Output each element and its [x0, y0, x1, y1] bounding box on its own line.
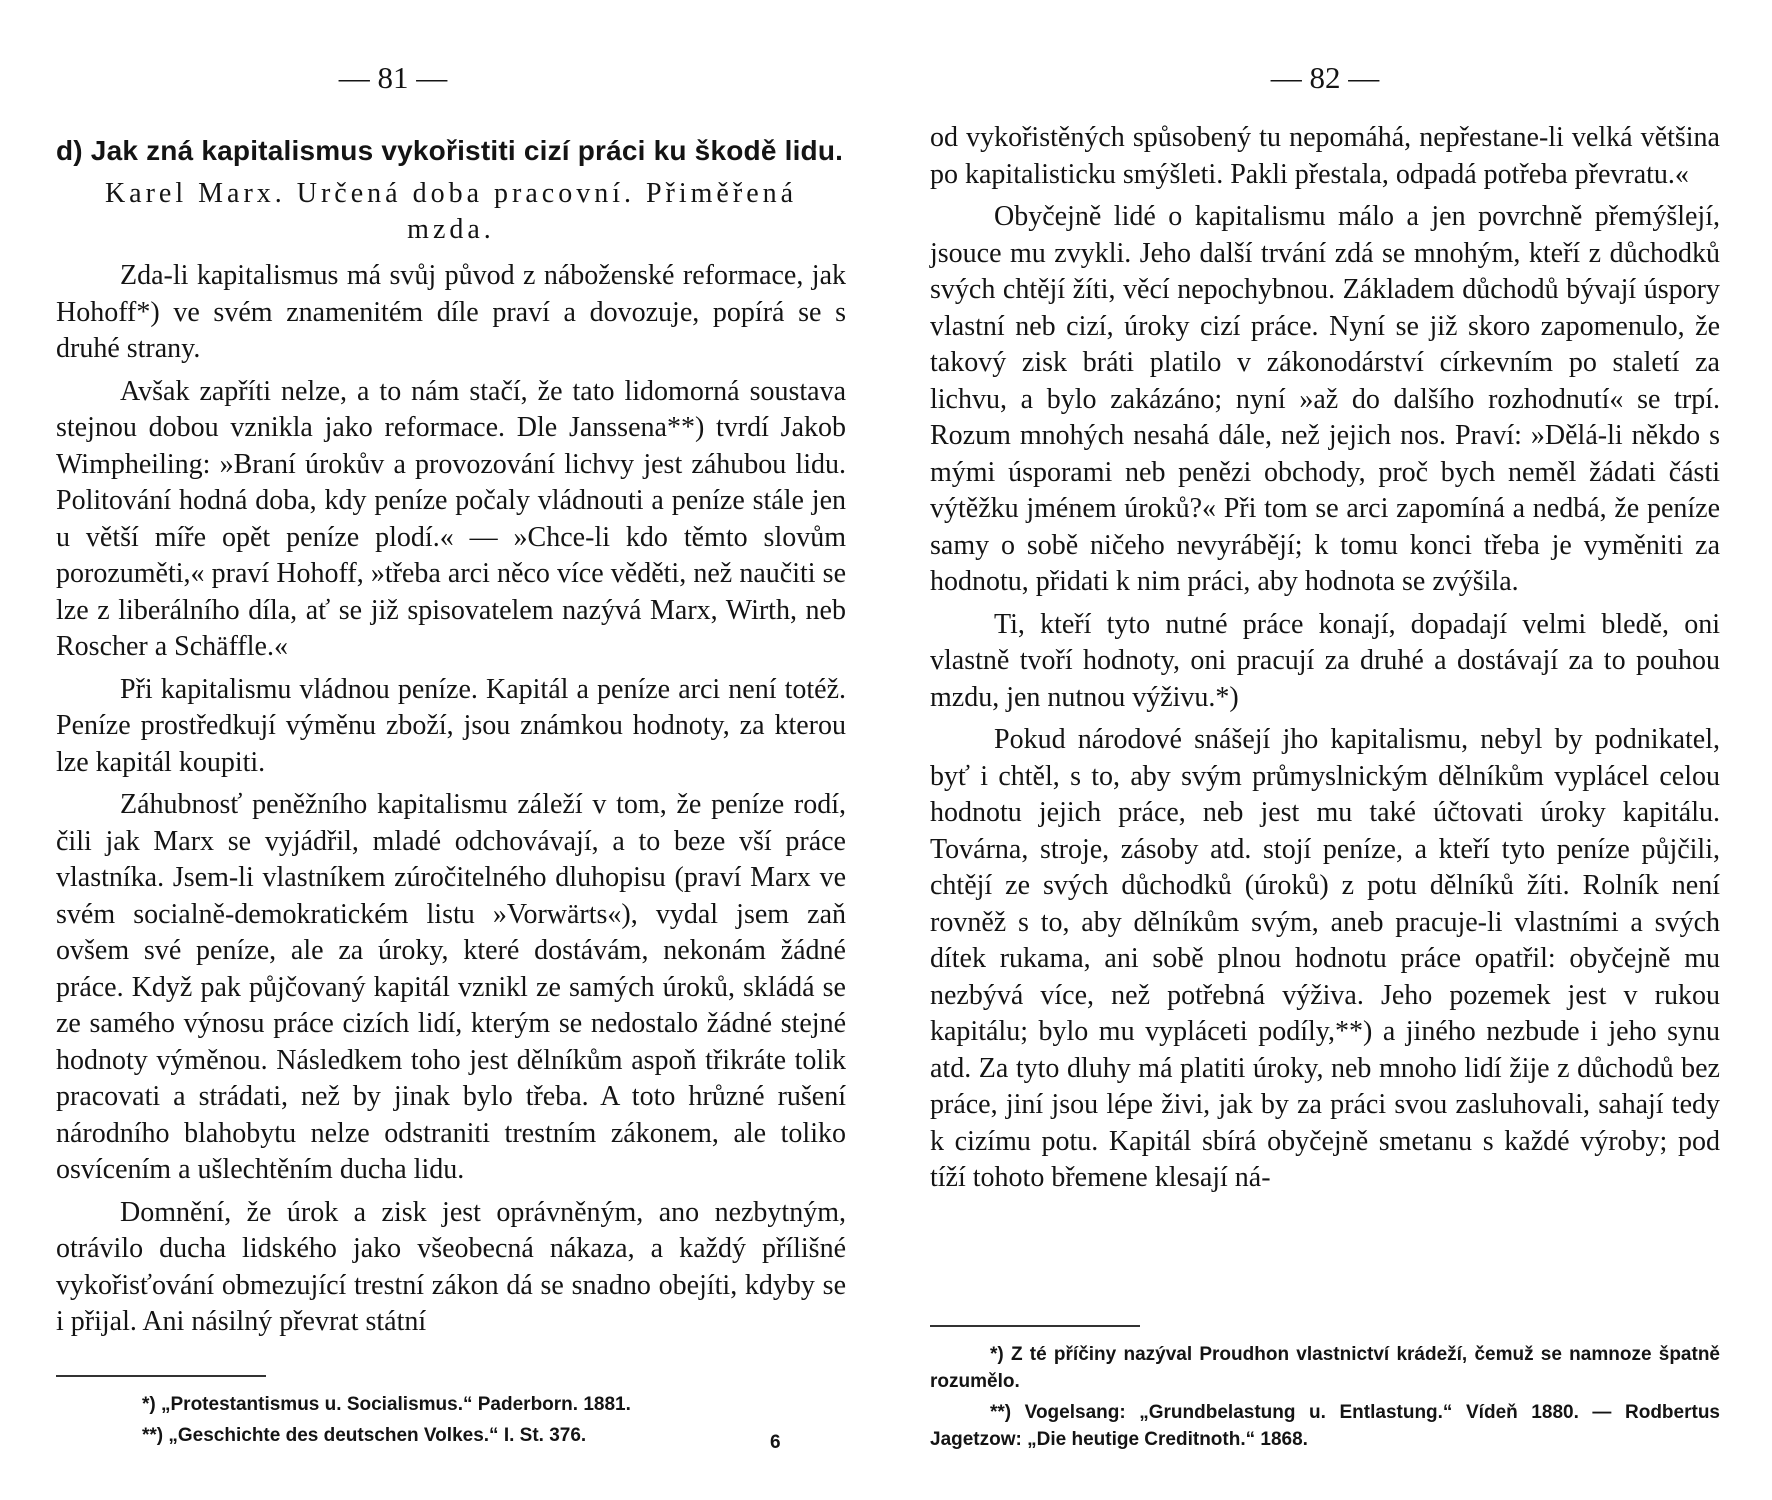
footnotes	[930, 1325, 1720, 1457]
footnote: *) Z té příčiny nazýval Proudhon vlastnictví krádeží, čemuž se namnoze špatně rozumělo.	[930, 1344, 1720, 1392]
paragraph: Avšak zapříti nelze, a to nám stačí, že tato lidomorná soustava stejnou dobou vznikla jako reformace. Dle Janssena**) tvrdí Jakob Wimpheiling: »Braní úrokův a provozování lichvy jest záhubou lidu. Politování hodná doba, kdy peníze počaly vládnouti a peníze stále jen u větší míře opět peníze plodí.« — »Chce-li kdo těmto slovům porozuměti,« praví Hohoff, »třeba arci něco více věděti, než naučiti se lze z liberálního díla, ať se již spisovatelem nazývá Marx, Wirth, neb Roscher a Schäffle.«	[56, 375, 846, 662]
footnote: **) Vogelsang: „Grundbelastung u. Entlastung.“ Vídeň 1880. — Rodbertus Jagetzow: „Die heutige Creditnoth.“ 1868.	[930, 1402, 1720, 1450]
paragraph: Pokud národové snášejí jho kapitalismu, nebyl by podnikatel, byť i chtěl, s to, aby svým průmyslnickým dělníkům vyplácel celou hodnotu jejich práce, neb jest mu také účtovati úroky kapitálu. Továrna, stroje, zásoby atd. stojí peníze, a kteří tyto peníze půjčili, chtějí ze svých důchodků (úroků) z potu dělníků žíti. Rolník není rovněž s to, aby dělníkům svým, aneb pracuje-li vlastními a svých dítek rukama, ani sobě plnou hodnotu práce opatřil: obyčejně mu nezbývá více, než potřebná výživa. Jeho pozemek jest v rukou kapitálu; bylo mu vypláceti podíly,**) a jiného nezbude i jeho synu atd. Za tyto dluhy má platiti úroky, neb mnoho lidí žije z důchodů bez práce, jiní jsou lépe živi, jak by za práci svou zasluhovali, sahají tedy k cizímu potu. Kapitál sbírá obyčejně smetanu s každé výroby; pod tíží tohoto břemene klesají ná-	[930, 724, 1720, 1193]
page-body	[56, 124, 846, 1347]
paragraph: Ti, kteří tyto nutné práce konají, dopadají velmi bledě, oni vlastně tvoří hodnoty, oni pracují za druhé a dostávají za to pouhou mzdu, jen nutnou výživu.*)	[930, 608, 1720, 713]
footnotes	[56, 1375, 846, 1453]
printer-signature-mark: 6	[770, 1432, 781, 1453]
section-heading: d) Jak zná kapitalismus vykořistiti cizí práci ku škodě lidu.	[56, 135, 844, 166]
footnote: **) „Geschichte des deutschen Volkes.“ I. St. 376.	[142, 1425, 587, 1446]
page-body	[930, 120, 1720, 1203]
paragraph: Domnění, že úrok a zisk jest oprávněným, ano nezbytným, otrávilo ducha lidského jako všeobecná nákaza, a každý přílišné vykořisťování obmezující trestní zákon dá se snadno obejíti, kdyby se i přijal. Ani násilný převrat státní	[56, 1196, 846, 1337]
paragraph: Při kapitalismu vládnou peníze. Kapitál a peníze arci není totéž. Peníze prostředkují výměnu zboží, jsou známkou hodnoty, za kterou lze kapitál koupiti.	[56, 673, 846, 778]
footnote: *) „Protestantismus u. Socialismus.“ Paderborn. 1881.	[142, 1394, 631, 1415]
page-number: — 81 —	[338, 60, 448, 95]
paragraph-continued: od vykořistěných spůsobený tu nepomáhá, nepřestane-li velká většina po kapitalisticku smýšleti. Pakli přestala, odpadá potřeba převratu.«	[930, 122, 1720, 190]
paragraph: Záhubnosť peněžního kapitalismu záleží v tom, že peníze rodí, čili jak Marx se vyjádřil, mladé odchovávají, a to beze vší práce vlastníka. Jsem-li vlastníkem zúročitelného dluhopisu (praví Marx ve svém socialně-demokratickém listu »Vorwärts«), vydal jsem zaň ovšem své peníze, ale za úroky, které dostávám, nekonám žádné práce. Když pak půjčovaný kapitál vznikl ze samých úroků, skládá se ze samého výnosu práce cizích lidí, kterým se nedostalo žádné stejné hodnoty výměnou. Následkem toho jest dělníkům aspoň třikráte tolik pracovati a strádati, než by jinak bylo třeba. A toto hrůzné rušení národního blahobytu nelze odstraniti trestním zákonem, ale toliko osvícením a ušlechtěním ducha lidu.	[56, 789, 846, 1185]
section-subheading: Karel Marx. Určená doba pracovní. Přiměřená mzda.	[104, 178, 798, 245]
footnote-divider	[56, 1375, 266, 1377]
footnote-divider	[930, 1325, 1140, 1327]
paragraph: Zda-li kapitalismus má svůj původ z náboženské reformace, jak Hohoff*) ve svém znamenitém díle praví a dovozuje, popírá se s druhé strany.	[56, 260, 846, 364]
page-number: — 82 —	[1270, 60, 1380, 95]
paragraph: Obyčejně lidé o kapitalismu málo a jen povrchně přemýšlejí, jsouce mu zvykli. Jeho další trvání zdá se mnohým, kteří z důchodků svých chtějí žíti, věcí nepochybnou. Základem důchodů bývají úspory vlastní neb cizí, úroky cizí práce. Nyní se již skoro zapomenulo, že takový zisk bráti platilo v zákonodárství církevním po staletí za lichvu, a bylo zakázáno; nyní »až do dalšího rozhodnutí« se trpí. Rozum mnohých nesahá dále, než jejich nos. Praví: »Dělá-li někdo s mými úsporami neb penězi obchody, proč bych neměl žádati části výtěžku jménem úroků?« Při tom se arci zapomíná a nedbá, že peníze samy o sobě ničeho nevyrábějí; k tomu konci třeba je vyměniti za hodnotu, přidati k nim práci, aby hodnota se zvýšila.	[930, 201, 1720, 597]
